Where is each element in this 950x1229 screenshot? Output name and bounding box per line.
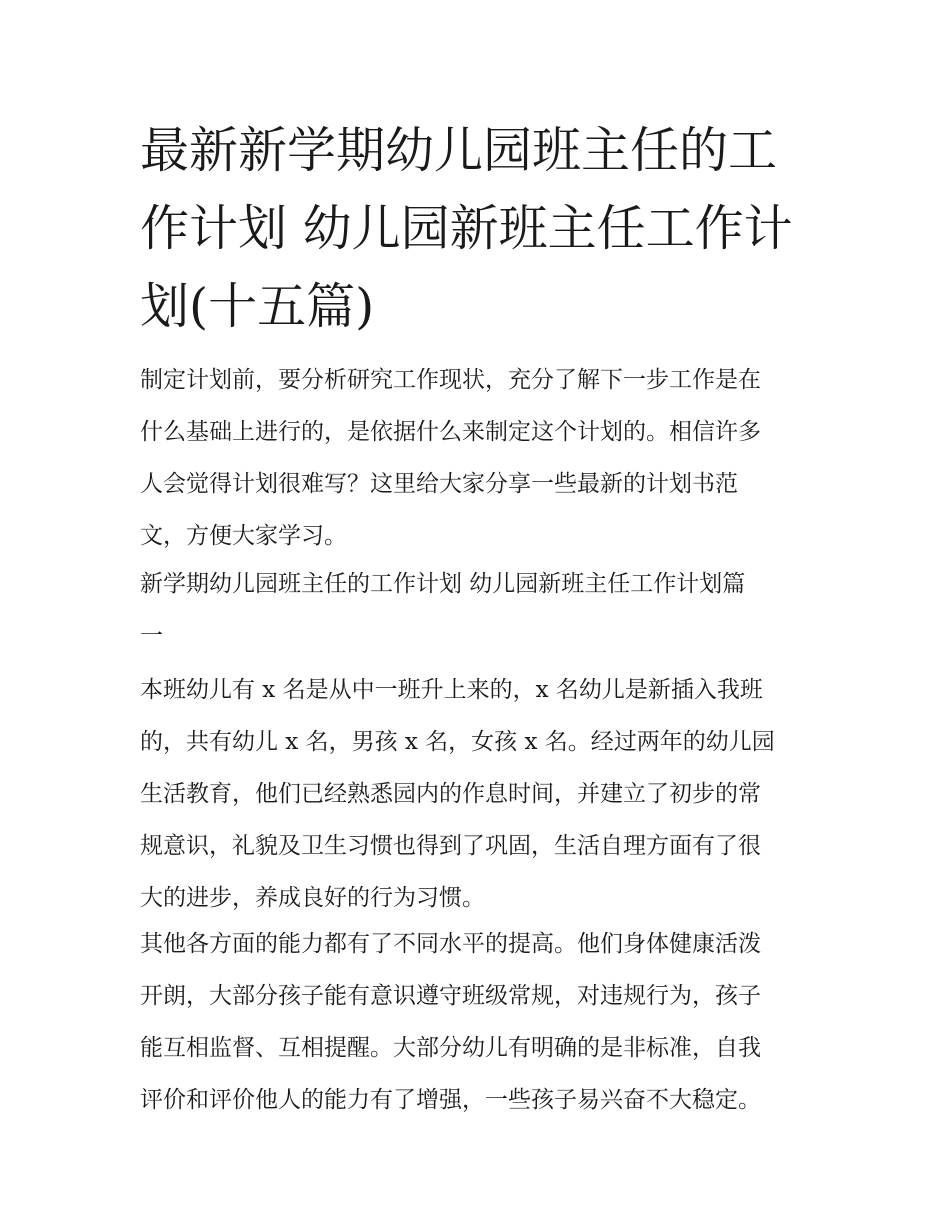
section-heading xyxy=(140,558,820,662)
title-line: 划(十五篇) xyxy=(140,278,375,335)
text-line: 能互相监督、互相提醒。大部分幼儿有明确的是非标准，自我 xyxy=(140,1035,761,1061)
text-line: 大的进步，养成良好的行为习惯。 xyxy=(140,885,485,911)
title-line: 最新新学期幼儿园班主任的工 xyxy=(140,122,778,179)
text-line: 新学期幼儿园班主任的工作计划 幼儿园新班主任工作计划篇 xyxy=(140,571,746,597)
intro-paragraph xyxy=(140,354,820,562)
text-line: 制定计划前，要分析研究工作现状，充分了解下一步工作是在 xyxy=(140,367,761,393)
text-line: 本班幼儿有 x 名是从中一班升上来的，x 名幼儿是新插入我班 xyxy=(140,677,763,703)
text-line: 什么基础上进行的，是依据什么来制定这个计划的。相信许多 xyxy=(140,419,761,445)
text-line: 其他各方面的能力都有了不同水平的提高。他们身体健康活泼 xyxy=(140,931,761,957)
text-line: 文，方便大家学习。 xyxy=(140,523,347,549)
text-line: 一 xyxy=(140,623,163,649)
document-title xyxy=(140,112,820,346)
text-line: 规意识，礼貌及卫生习惯也得到了巩固，生活自理方面有了很 xyxy=(140,833,761,859)
text-line: 评价和评价他人的能力有了增强，一些孩子易兴奋不大稳定。 xyxy=(140,1087,761,1113)
text-line: 人会觉得计划很难写？这里给大家分享一些最新的计划书范 xyxy=(140,471,738,497)
body-paragraph-2 xyxy=(140,918,820,1126)
text-line: 开朗，大部分孩子能有意识遵守班级常规，对违规行为，孩子 xyxy=(140,983,761,1009)
body-paragraph-1 xyxy=(140,664,820,924)
text-line: 的，共有幼儿 x 名，男孩 x 名，女孩 x 名。经过两年的幼儿园 xyxy=(140,729,775,755)
title-line: 作计划 幼儿园新班主任工作计 xyxy=(140,200,793,257)
text-line: 生活教育，他们已经熟悉园内的作息时间，并建立了初步的常 xyxy=(140,781,761,807)
